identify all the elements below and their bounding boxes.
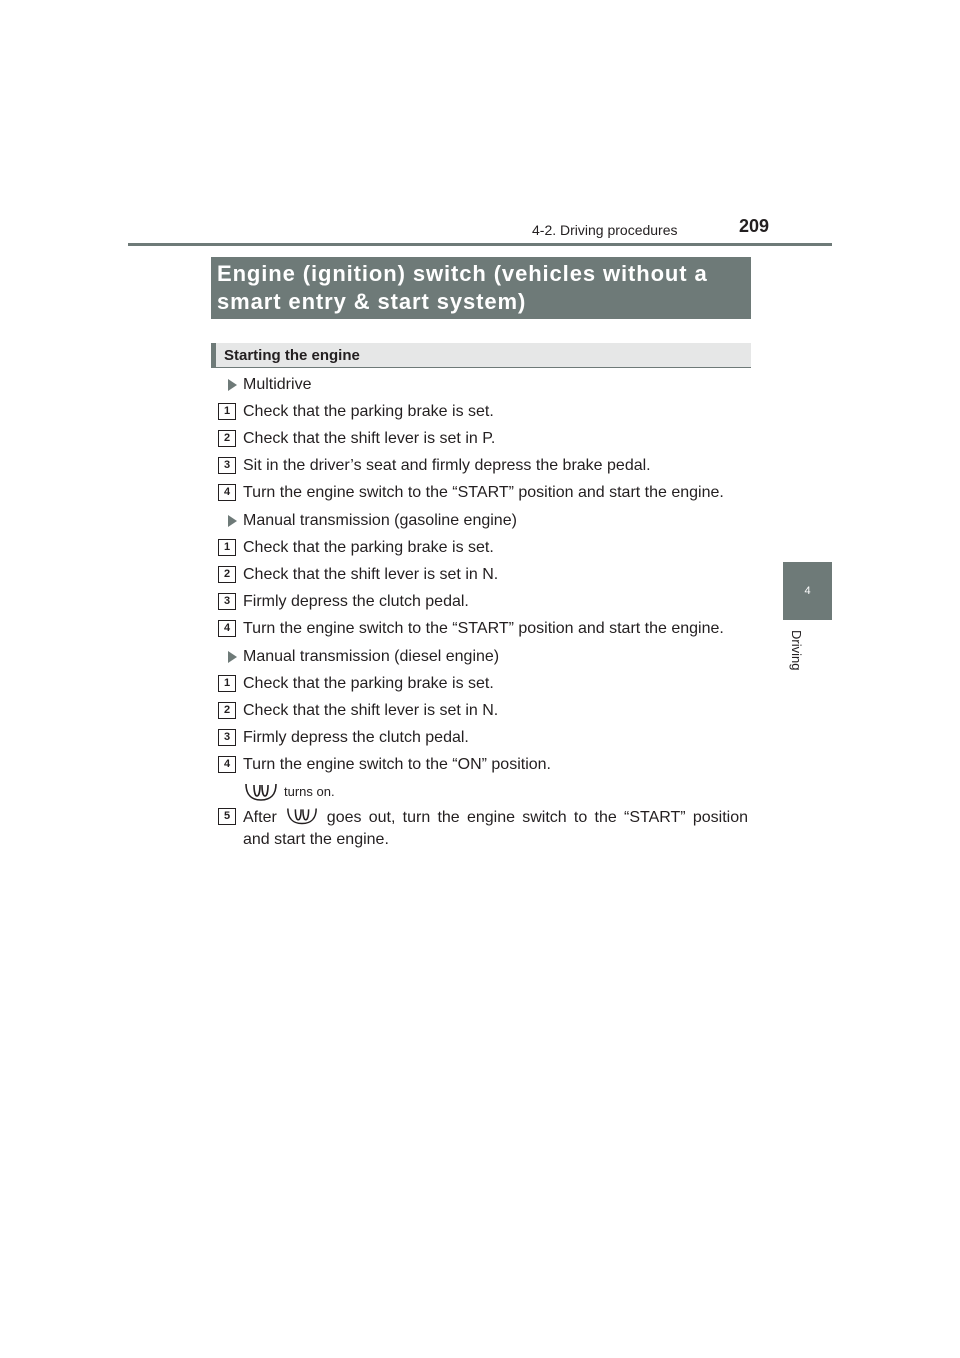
step-number: 2 [218, 430, 236, 447]
procedure-step [218, 537, 748, 559]
procedure-step [218, 428, 748, 450]
chapter-number: 4 [804, 585, 811, 597]
step-number: 2 [218, 702, 236, 719]
page-number: 209 [739, 216, 770, 236]
procedure-step [218, 700, 748, 722]
step-text: Check that the parking brake is set. [243, 539, 494, 556]
procedure-step [218, 482, 748, 504]
chapter-tab[interactable] [783, 562, 832, 620]
step-text-before: After [243, 809, 277, 826]
step-number: 5 [218, 808, 236, 825]
step-text: Firmly depress the clutch pedal. [243, 593, 469, 610]
procedure-step [218, 673, 748, 695]
procedure-step [218, 401, 748, 423]
step-number: 3 [218, 457, 236, 474]
procedure-step [218, 455, 748, 477]
section-subheading: Starting the engine [211, 343, 751, 368]
header-rule [128, 243, 832, 246]
step-text: Check that the shift lever is set in P. [243, 430, 496, 447]
step-number: 1 [218, 675, 236, 692]
procedure-content [218, 374, 748, 851]
step-text: Sit in the driver’s seat and firmly depress the brake pedal. [243, 457, 651, 474]
group-heading [218, 646, 748, 668]
procedure-step [218, 618, 748, 640]
page-title: Engine (ignition) switch (vehicles without a smart entry & start system) [211, 257, 751, 319]
step-number: 1 [218, 539, 236, 556]
step-text: Turn the engine switch to the “START” position and start the engine. [243, 620, 724, 637]
triangle-bullet-icon [228, 651, 237, 663]
group-heading [218, 374, 748, 396]
step-number: 4 [218, 484, 236, 501]
chapter-label: Driving [789, 630, 804, 671]
group-heading-label: Multidrive [243, 376, 312, 393]
step-text: Firmly depress the clutch pedal. [243, 729, 469, 746]
triangle-bullet-icon [228, 515, 237, 527]
step-number: 4 [218, 620, 236, 637]
step-text: Check that the parking brake is set. [243, 403, 494, 420]
section-label: 4-2. Driving procedures [532, 222, 678, 238]
step-text-after: goes out, turn the engine switch to the “START” position and start the engine. [243, 809, 748, 848]
glow-plug-indicator-icon [243, 782, 279, 802]
step-text: Turn the engine switch to the “START” position and start the engine. [243, 484, 724, 501]
procedure-step [218, 727, 748, 749]
step-number: 4 [218, 756, 236, 773]
step-number: 1 [218, 403, 236, 420]
procedure-step [218, 754, 748, 776]
group-heading [218, 510, 748, 532]
glow-plug-indicator-icon [285, 806, 319, 826]
procedure-step [218, 591, 748, 613]
step-text: Check that the parking brake is set. [243, 675, 494, 692]
step-text [243, 806, 748, 851]
step-number: 2 [218, 566, 236, 583]
group-heading-label: Manual transmission (diesel engine) [243, 648, 500, 665]
step-text: Check that the shift lever is set in N. [243, 702, 499, 719]
step-text: Turn the engine switch to the “ON” position. [243, 756, 551, 773]
procedure-step [218, 564, 748, 586]
group-heading-label: Manual transmission (gasoline engine) [243, 512, 517, 529]
note-text: turns on. [284, 784, 335, 799]
procedure-step [218, 806, 748, 851]
step-number: 3 [218, 593, 236, 610]
triangle-bullet-icon [228, 379, 237, 391]
step-number: 3 [218, 729, 236, 746]
glow-indicator-note [243, 782, 748, 802]
step-text: Check that the shift lever is set in N. [243, 566, 499, 583]
